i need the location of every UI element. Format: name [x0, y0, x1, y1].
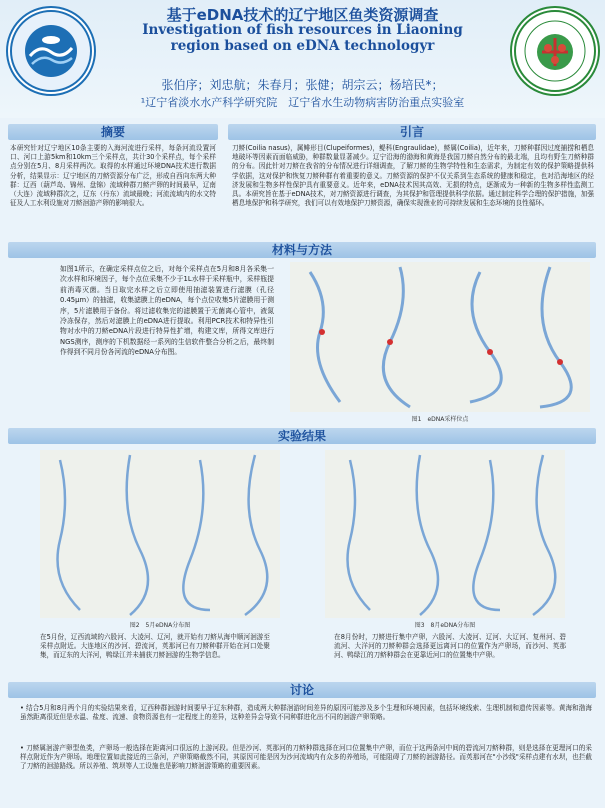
abstract-heading: 摘要 — [8, 124, 218, 140]
results-heading: 实验结果 — [8, 428, 596, 444]
affiliation: ¹辽宁省淡水水产科学研究院 辽宁省水生动物病害防治重点实验室 — [140, 96, 465, 109]
poster-title-en-line2: region based on eDNA technologyr — [170, 38, 435, 54]
intro-text: 刀鲚(Coilia nasus)，属鲱形目(Clupeiformes)，鳀科(Engraulidae)，鲚属(Coilia)，近年来，刀鲚种群因过度捕捞和栖息地破坏等因素而面临威胁，种群数量显著减少。辽宁沿海的渤海和黄海是我国刀鲚自然分布的最北端，且均有野生刀鲚种群的分布。因此针对刀鲚在我省的分布情况进行详细调查，了解刀鲚的生物学特性和生态需求，为制定有效的保护策略提供科学依据，这对保护和恢复刀鲚种群有着重要的意义。刀鲚资源的保护不仅关系到生态系统的健康和稳定，也对沿海地区的经济发展和生物多样性保护具有重要意义。近年来，eDNA技术因其高效、无损的特点，逐渐成为一种新的生物多样性监测工具。本研究旨在基于eDNA技术，对刀鲚资源进行调查，为其保护和管理提供科学依据。通过制定科学合理的保护措施，加强栖息地保护和科学研究，我们可以有效地保护刀鲚资源，确保实现渔业的可持续发展和生态环境的良性循环。 — [232, 144, 594, 208]
discussion-bullet-2-text: 刀鲚属洄游产卵型鱼类，产卵场一般选择在距离河口很远的上游河段。但是沙河、英那河的刀鲚种群选择在河口位置集中产卵，而位于这两条河中间的碧流河刀鲚种群，则是选择在更理河口的采样点附近作为产卵场。地理位置如此接近的三条河，产卵策略截然不同，其原因可能是因为沙河流域内有众多的养殖场，可能阻碍了刀鲚的洄游路径。而英那河在"小沙线"采样点建有水坝，也拦截了刀鲚的洄游路线。所以养殖、筑坝等人工设施也是影响刀鲚洄游策略的重要因素。 — [20, 744, 592, 771]
authors: 张伯序；刘忠航；朱春月；张健；胡宗云；杨培民*； — [161, 78, 444, 92]
fig3-caption: 图3 8月eDNA分布图 — [414, 622, 476, 629]
discussion-bullet-1 — [20, 704, 592, 746]
poster-title-cn: 基于eDNA技术的辽宁地区鱼类资源调查 — [166, 6, 439, 24]
discussion-bullet-2 — [20, 744, 592, 804]
intro-heading: 引言 — [228, 124, 596, 140]
bullet-dot: • — [20, 704, 27, 712]
bullet-dot: • — [20, 744, 27, 752]
results-may-text: 在5月份，辽西流域的六股河、大凌河、辽河，就开始有刀鲚从海中顺河洄游至采样点附近。大连地区的沙河、碧流河，英那河已有刀鲚种群开始在河口处聚集，而辽东的大洋河，鸭绿江并未捕获刀鲚洄游的生物学信息。 — [40, 633, 270, 660]
fig1-caption: 图1 eDNA采样位点 — [411, 416, 469, 423]
poster-title-en — [100, 22, 505, 54]
methods-text: 如图1所示，在确定采样点位之后，对每个采样点在5月和8月各采集一次水样和环境因子，每个点位采集不少于1L水样于采样瓶中，采样瓶提前消毒灭菌。当日取完水样之后立即使用抽滤装置进行滤膜（孔径0.45μm）的抽滤，收集滤膜上的eDNA，每个点位收集5片滤膜用于测序，5片滤膜用于备份。将过滤收集完的滤膜置于无菌离心管中，液氮冷冻保存，然后对滤膜上的eDNA进行提取。利用PCR技术和特异性引物对水中的刀鲚eDNA片段进行特异性扩增，构建文库，所得文库进行NGS测序，测序的下机数据经一系列的生信软件整合分析之后，最终制作得到不同月份各河流的eDNA分布图。 — [60, 265, 274, 357]
may-edna-map — [40, 450, 280, 618]
poster-title-en-line1: Investigation of fish resources in Liaoning — [142, 22, 463, 38]
institute-logo-left — [6, 6, 96, 96]
results-aug-text: 在8月份时，刀鲚进行集中产卵，六股河、大凌河、辽河、大辽河、复州河、碧流河、大洋河的刀鲚种群会选择更远离河口的位置作为产卵场，而沙河、英那河、鸭绿江的刀鲚种群会在更靠近河口的位置集中产卵。 — [334, 633, 566, 660]
methods-heading: 材料与方法 — [8, 242, 596, 258]
discussion-bullet-1-text: 结合5月和8月两个月的实验结果来看，辽西种群洄游时间要早于辽东种群，造成两大种群洄游时间差异的原因可能涉及多个生理和环境因素，包括环境线索、生理机制和遗传因素等。黄海和渤海虽然距离很近但是水温、盐度、流速、食物资源也有一定程度上的差异，这种差异会导致不同种群进化出不同的洄游产卵策略。 — [20, 704, 592, 722]
aug-edna-map — [325, 450, 565, 618]
discussion-heading: 讨论 — [8, 682, 596, 698]
sampling-site-map — [290, 262, 590, 412]
institute-logo-right — [510, 6, 600, 96]
header — [0, 0, 605, 118]
abstract-text: 本研究针对辽宁地区10条主要的入海河流进行采样，每条河流设置河口、河口上游5km和10km三个采样点，共计30个采样点，每个采样点分别在5月、8月采样两次。取得的水样通过环境DNA技术进行数据分析，结果显示：辽宁地区的刀鲚资源分布广泛，形成自西向东两大种群：辽西（葫芦岛、锦州、盘锦）流域种群刀鲚产卵的时间最早，辽南（大连）流域种群次之，辽东（丹东）流域最晚；河流流域内的水文特征及人工水利设施对刀鲚洄游产卵的影响很大。 — [10, 144, 216, 208]
fig2-caption: 图2 5月eDNA分布图 — [129, 622, 191, 629]
